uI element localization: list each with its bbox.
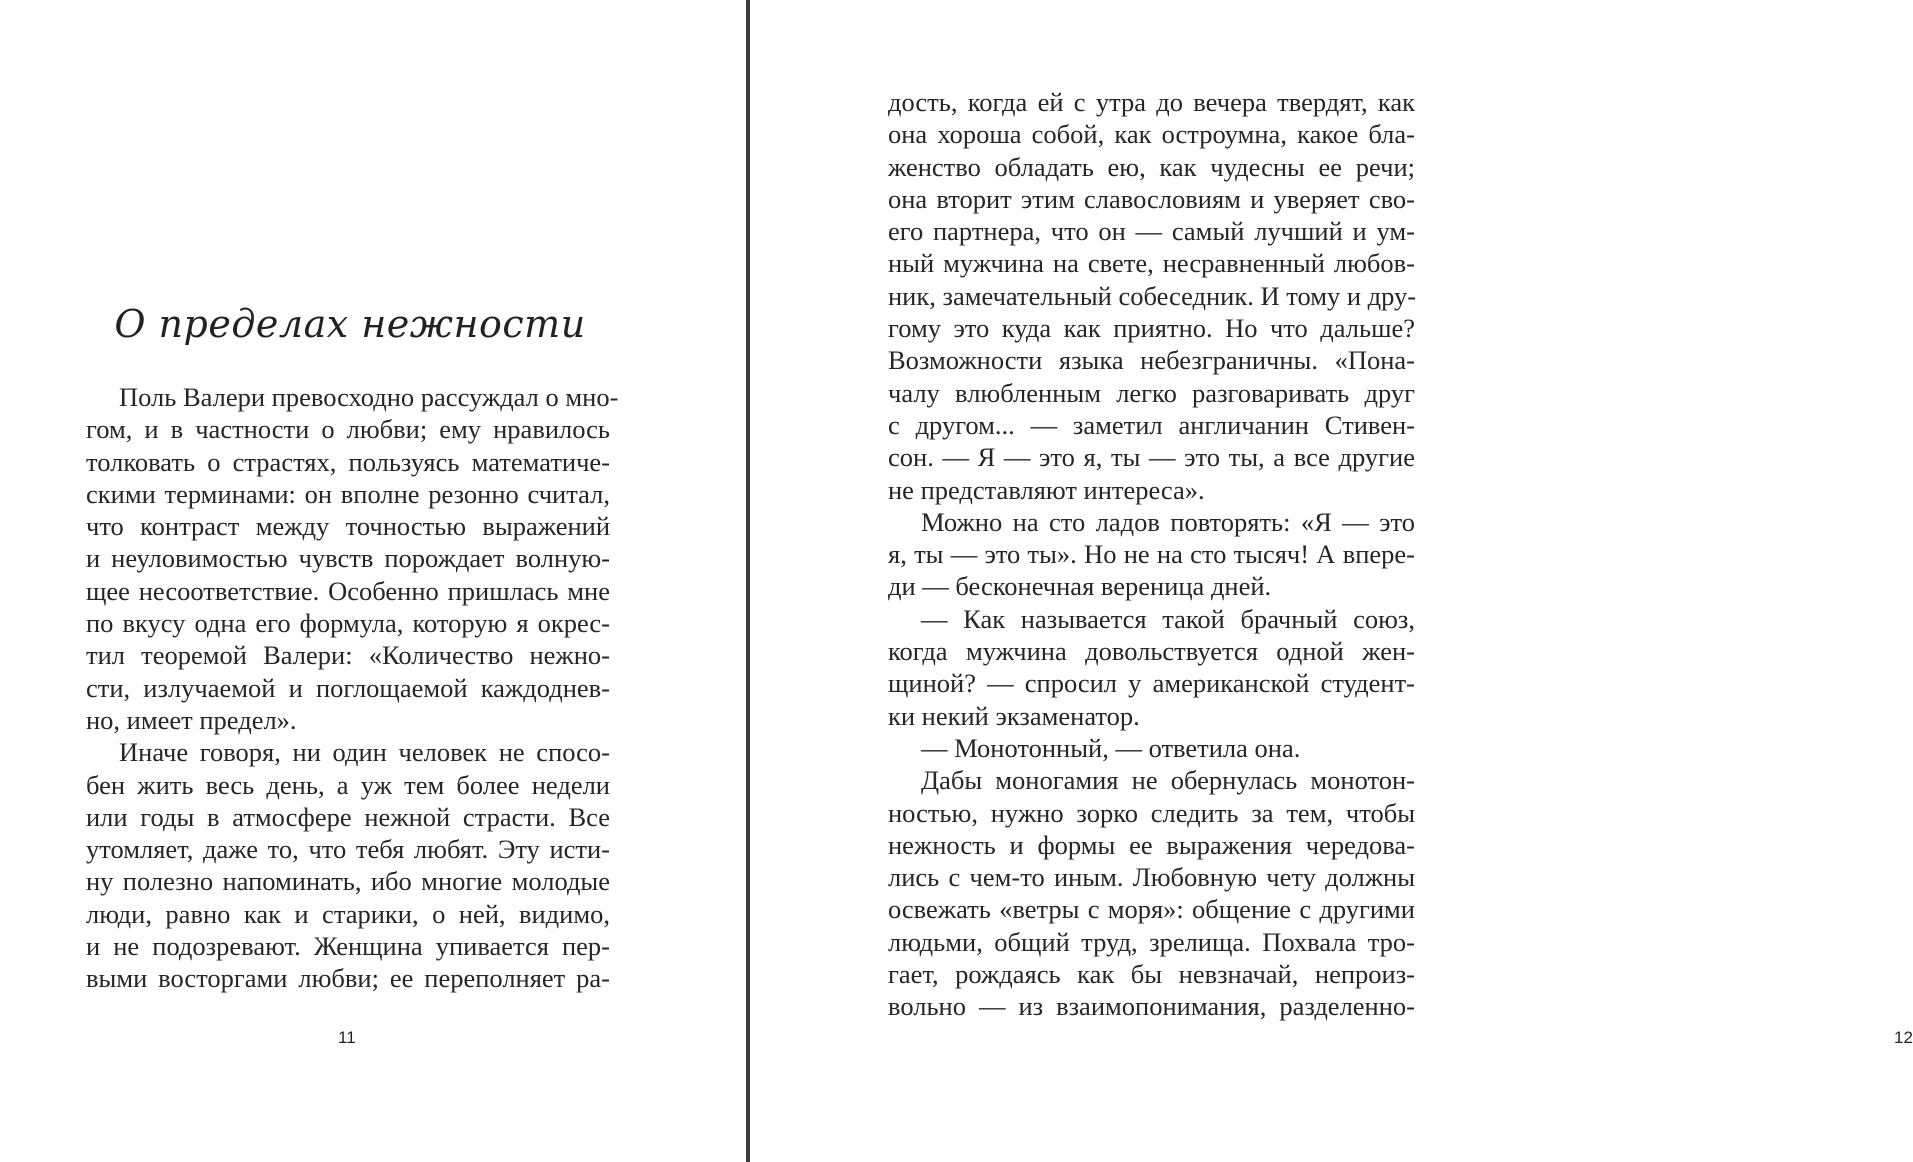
text-line: люди, равно как и старики, о ней, видимо, xyxy=(86,898,610,929)
text-line: тил теоремой Валери: «Количество нежно- xyxy=(86,640,610,671)
text-line: выми восторгами любви; ее переполняет ра- xyxy=(86,963,610,994)
text-line: ну полезно напоминать, ибо многие молодые xyxy=(86,866,610,897)
text-line: она хороша собой, как остроумна, какое бла- xyxy=(888,119,1415,150)
text-line: и не подозревают. Женщина упивается пер- xyxy=(86,931,610,962)
text-line: лись с чем-то иным. Любовную чету должны xyxy=(888,862,1415,893)
text-line: гом, и в частности о любви; ему нравилось xyxy=(86,414,610,445)
text-line: гому это куда как приятно. Но что дальше? xyxy=(888,313,1415,344)
text-line: его партнера, что он — самый лучший и ум- xyxy=(888,216,1415,247)
left-page-text xyxy=(86,381,619,995)
text-line: щиной? — спросил у американской студент- xyxy=(888,668,1415,699)
text-line: женство обладать ею, как чудесны ее речи; xyxy=(888,151,1415,182)
text-line: ди — бесконечная вереница дней. xyxy=(888,571,1272,602)
text-line: Возможности языка небезграничны. «Пона- xyxy=(888,345,1415,376)
text-line: нежность и формы ее выражения чередова- xyxy=(888,829,1415,860)
text-line: людьми, общий труд, зрелища. Похвала тро- xyxy=(888,926,1415,957)
text-line: ный мужчина на свете, несравненный любов- xyxy=(888,248,1415,279)
text-line: гает, рождаясь как бы невзначай, непроиз- xyxy=(888,959,1415,990)
text-line: чалу влюбленным легко разговаривать друг xyxy=(888,377,1415,408)
text-line: ник, замечательный собеседник. И тому и дру- xyxy=(888,280,1417,311)
text-line: ностью, нужно зорко следить за тем, чтобы xyxy=(888,797,1415,828)
text-line: и неуловимостью чувств порождает волную- xyxy=(86,543,610,574)
text-line: — Как называется такой брачный союз, xyxy=(921,603,1415,634)
text-line: или годы в атмосфере нежной страсти. Все xyxy=(86,801,610,832)
text-line: бен жить весь день, а уж тем более недели xyxy=(86,769,610,800)
chapter-title: О пределах нежности xyxy=(114,302,586,346)
text-line: Дабы моногамия не обернулась монотон- xyxy=(921,765,1415,796)
page-number: 11 xyxy=(338,1028,356,1047)
text-line: — Монотонный, — ответила она. xyxy=(921,732,1301,763)
text-line: ки некий экзаменатор. xyxy=(888,700,1140,731)
right-page-text xyxy=(888,86,1415,1023)
text-line: я, ты — это ты». Но не на сто тысяч! А впере- xyxy=(888,539,1415,570)
text-line: толковать о страстях, пользуясь математиче- xyxy=(86,446,610,477)
text-line: Можно на сто ладов повторять: «Я — это xyxy=(921,506,1415,537)
text-line: когда мужчина довольствуется одной жен- xyxy=(888,636,1415,667)
left-page xyxy=(0,0,746,1162)
text-line: но, имеет предел». xyxy=(86,704,297,735)
text-line: что контраст между точностью выражений xyxy=(86,511,610,542)
text-line: скими терминами: он вполне резонно считал, xyxy=(86,478,610,509)
text-line: сон. — Я — это я, ты — это ты, а все другие xyxy=(888,442,1415,473)
text-line: вольно — из взаимопонимания, разделенно- xyxy=(888,991,1415,1022)
text-line: освежать «ветры с моря»: общение с другими xyxy=(888,894,1415,925)
text-line: утомляет, даже то, что тебя любят. Эту исти- xyxy=(86,834,610,865)
text-line: сти, излучаемой и поглощаемой каждоднев- xyxy=(86,672,610,703)
text-line: щее несоответствие. Особенно пришлась мне xyxy=(86,575,610,606)
book-gutter-divider xyxy=(746,0,750,1162)
text-line: она вторит этим славословиям и уверяет сво- xyxy=(888,183,1415,214)
text-line: Поль Валери превосходно рассуждал о мно- xyxy=(119,382,619,412)
text-line: дость, когда ей с утра до вечера твердят, как xyxy=(888,87,1415,117)
text-line: с другом... — заметил англичанин Стивен- xyxy=(888,409,1415,440)
text-line: Иначе говоря, ни один человек не спосо- xyxy=(119,737,610,768)
text-line: не представляют интереса». xyxy=(888,474,1205,505)
text-line: по вкусу одна его формула, которую я окрес- xyxy=(86,608,610,639)
page-number: 12 xyxy=(1894,1028,1913,1047)
